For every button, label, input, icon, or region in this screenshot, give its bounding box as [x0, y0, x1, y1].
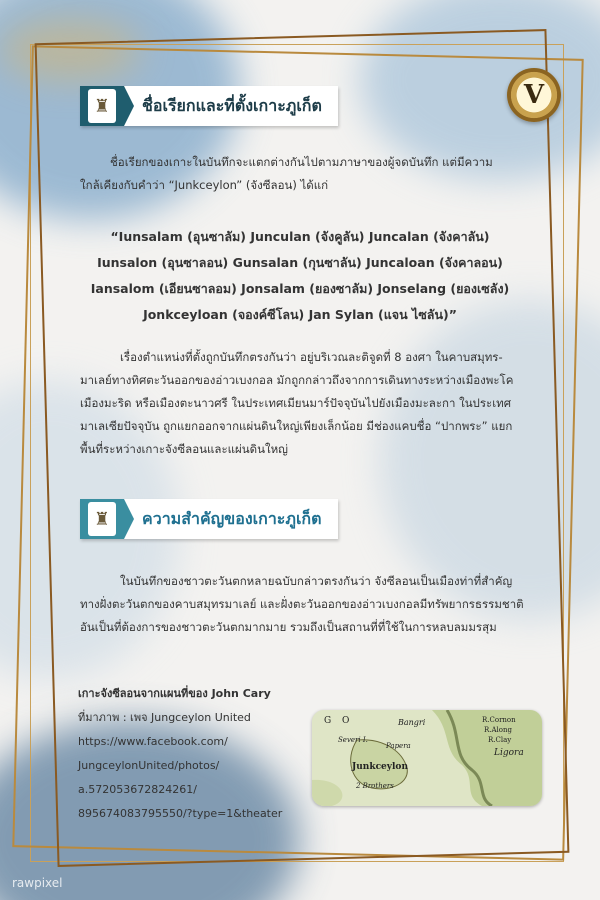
- importance-paragraph: [80, 570, 548, 639]
- emblem-icon: ♜: [88, 502, 116, 536]
- caption-title: เกาะจังซีลอนจากแผนที่ของ John Cary: [78, 687, 271, 700]
- map-label: R.Clay: [488, 736, 512, 744]
- compass-letter: V: [523, 80, 545, 110]
- header-tab: [80, 499, 124, 539]
- caption-url-line: 895674083795550/?type=1&theater: [78, 807, 283, 820]
- location-paragraph: [80, 346, 544, 461]
- section-header-name-location: [80, 86, 338, 126]
- header-tab: [80, 86, 124, 126]
- section-header-importance: [80, 499, 338, 539]
- image-caption: [78, 682, 328, 826]
- old-map-image: [312, 710, 542, 806]
- quote-line: Iansalom (เอียนซาลอม) Jonsalam (ยองซาลัม) Jonselang (ยองเซลัง): [90, 281, 510, 296]
- location-line: มาเลย์ทางทิศตะวันออกของอ่าวเบงกอล มักถูกกล่าวถึงจากการเดินทางระหว่างเมืองพะโค: [80, 373, 514, 387]
- map-label: Severi I.: [338, 736, 368, 744]
- names-quote: [70, 224, 530, 328]
- map-label: Papera: [386, 742, 411, 750]
- section-title: ความสำคัญของเกาะภูเก็ต: [142, 508, 322, 528]
- caption-url-line: a.572053672824261/: [78, 783, 197, 796]
- map-label: Ligora: [494, 748, 524, 758]
- importance-line: ทางฝั่งตะวันตกของคาบสมุทรมาเลย์ และฝั่งตะวันออกของอ่าวเบงกอลมีทรัพยากรธรรมชาติ: [80, 597, 524, 611]
- caption-url-line: https://www.facebook.com/: [78, 735, 228, 748]
- importance-line: อันเป็นที่ต้องการของชาวตะวันตกมากมาย รวมถึงเป็นสถานที่ที่ใช้ในการหลบลมมรสุม: [80, 620, 497, 634]
- emblem-icon: ♜: [88, 89, 116, 123]
- map-label: 2 Brothers: [356, 782, 394, 790]
- intro-line: ใกล้เคียงกับคำว่า “Junkceylon” (จังซีลอน) ได้แก่: [80, 178, 329, 192]
- importance-line: ในบันทึกของชาวตะวันตกหลายฉบับกล่าวตรงกันว่า จังซีลอนเป็นเมืองท่าที่สำคัญ: [120, 574, 513, 588]
- map-label: R.Along: [484, 726, 512, 734]
- map-label: G O: [324, 716, 354, 726]
- location-line: เมืองมะริด หรือเมืองตะนาวศรี ในประเทศเมียนมาร์ปัจจุบันไปยังเมืองมะละกา ในประเทศ: [80, 396, 512, 410]
- map-label: R.Cornon: [482, 716, 516, 724]
- section-title: ชื่อเรียกและที่ตั้งเกาะภูเก็ต: [142, 95, 322, 115]
- intro-paragraph: [80, 151, 540, 197]
- caption-source: ที่มาภาพ : เพจ Jungceylon United: [78, 711, 251, 724]
- location-line: เรื่องตำแหน่งที่ตั้งถูกบันทึกตรงกันว่า อยู่บริเวณละติจูดที่ 8 องศา ในคาบสมุทร-: [120, 350, 503, 364]
- map-label: Bangri: [398, 718, 426, 727]
- location-line: มาเลเซียปัจจุบัน ถูกแยกออกจากแผ่นดินใหญ่เพียงเล็กน้อย มีช่องแคบชื่อ “ปากพระ” แยก: [80, 419, 513, 433]
- location-line: พื้นที่ระหว่างเกาะจังซีลอนและแผ่นดินใหญ่: [80, 442, 288, 456]
- watermark-text: rawpixel: [12, 876, 63, 890]
- quote-line: Jonkceyloan (จองค์ซีโลน) Jan Sylan (แจน ไซลัน)”: [143, 307, 457, 322]
- map-label: Junkceylon: [352, 762, 408, 772]
- compass-icon: [507, 68, 561, 122]
- intro-line: ชื่อเรียกของเกาะในบันทึกจะแตกต่างกันไปตามภาษาของผู้จดบันทึก แต่มีความ: [110, 155, 493, 169]
- caption-url-line: JungceylonUnited/photos/: [78, 759, 220, 772]
- quote-line: “Iunsalam (อุนซาลัม) Junculan (จังคูลัน) Juncalan (จังคาลัน): [110, 229, 490, 244]
- quote-line: Iunsalon (อุนซาลอน) Gunsalan (กุนซาลัน) Juncaloan (จังคาลอน): [97, 255, 503, 270]
